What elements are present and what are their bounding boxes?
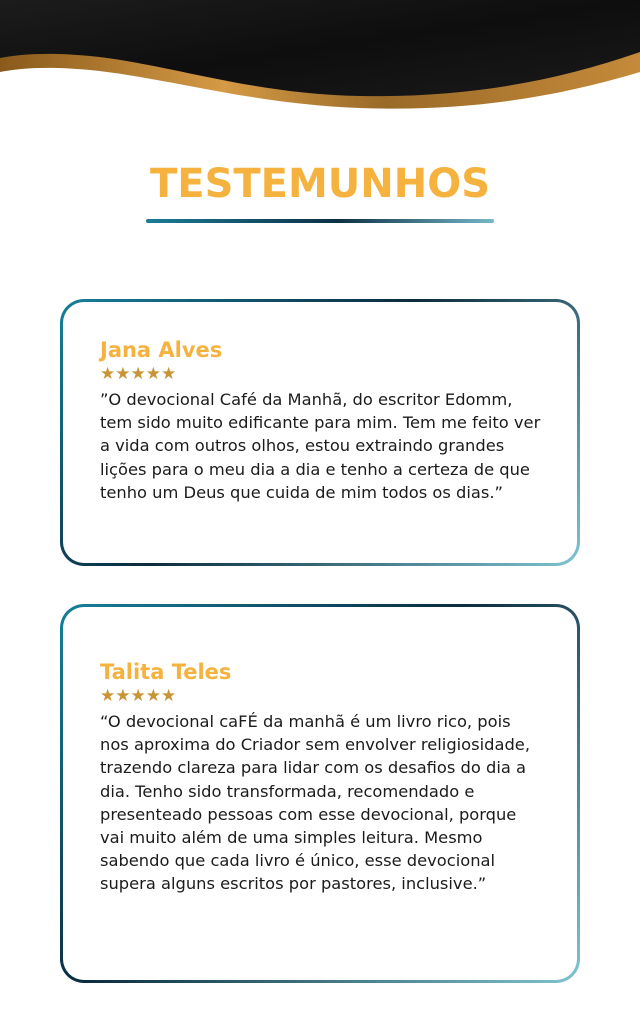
title-underline [146, 219, 494, 223]
testimonial-card [60, 604, 580, 983]
reviewer-name: Jana Alves [100, 338, 223, 362]
star-rating [100, 365, 541, 383]
star-rating-text: ★★★★★ [100, 364, 177, 384]
testimonial-text: “O devocional caFÉ da manhã é um livro rico, pois nos aproxima do Criador sem envolver religiosidade, trazendo clareza para lidar com os desafios do dia a dia. Tenho sido transformada, recomendado e presenteado pessoas com esse devocional, porque vai muito além de uma simples leitura. Mesmo sabendo que cada livro é único, esse devocional supera alguns escritos por pastores, inclusive.” [100, 712, 530, 894]
testimonial-card-body [63, 302, 577, 563]
testimonial-card-body [63, 607, 577, 980]
star-rating-text: ★★★★★ [100, 686, 177, 706]
page-title: TESTEMUNHOS [149, 161, 491, 207]
testimonial-text: ”O devocional Café da Manhã, do escritor Edomm, tem sido muito edificante para mim. Tem me feito ver a vida com outros olhos, estou extraindo grandes lições para o meu dia a dia e tenho a certeza de que tenho um Deus que cuida de mim todos os dias.” [100, 390, 541, 502]
star-rating [100, 687, 541, 705]
testimonial-card [60, 299, 580, 566]
header-wave-decoration [0, 0, 640, 130]
reviewer-name: Talita Teles [100, 660, 232, 684]
